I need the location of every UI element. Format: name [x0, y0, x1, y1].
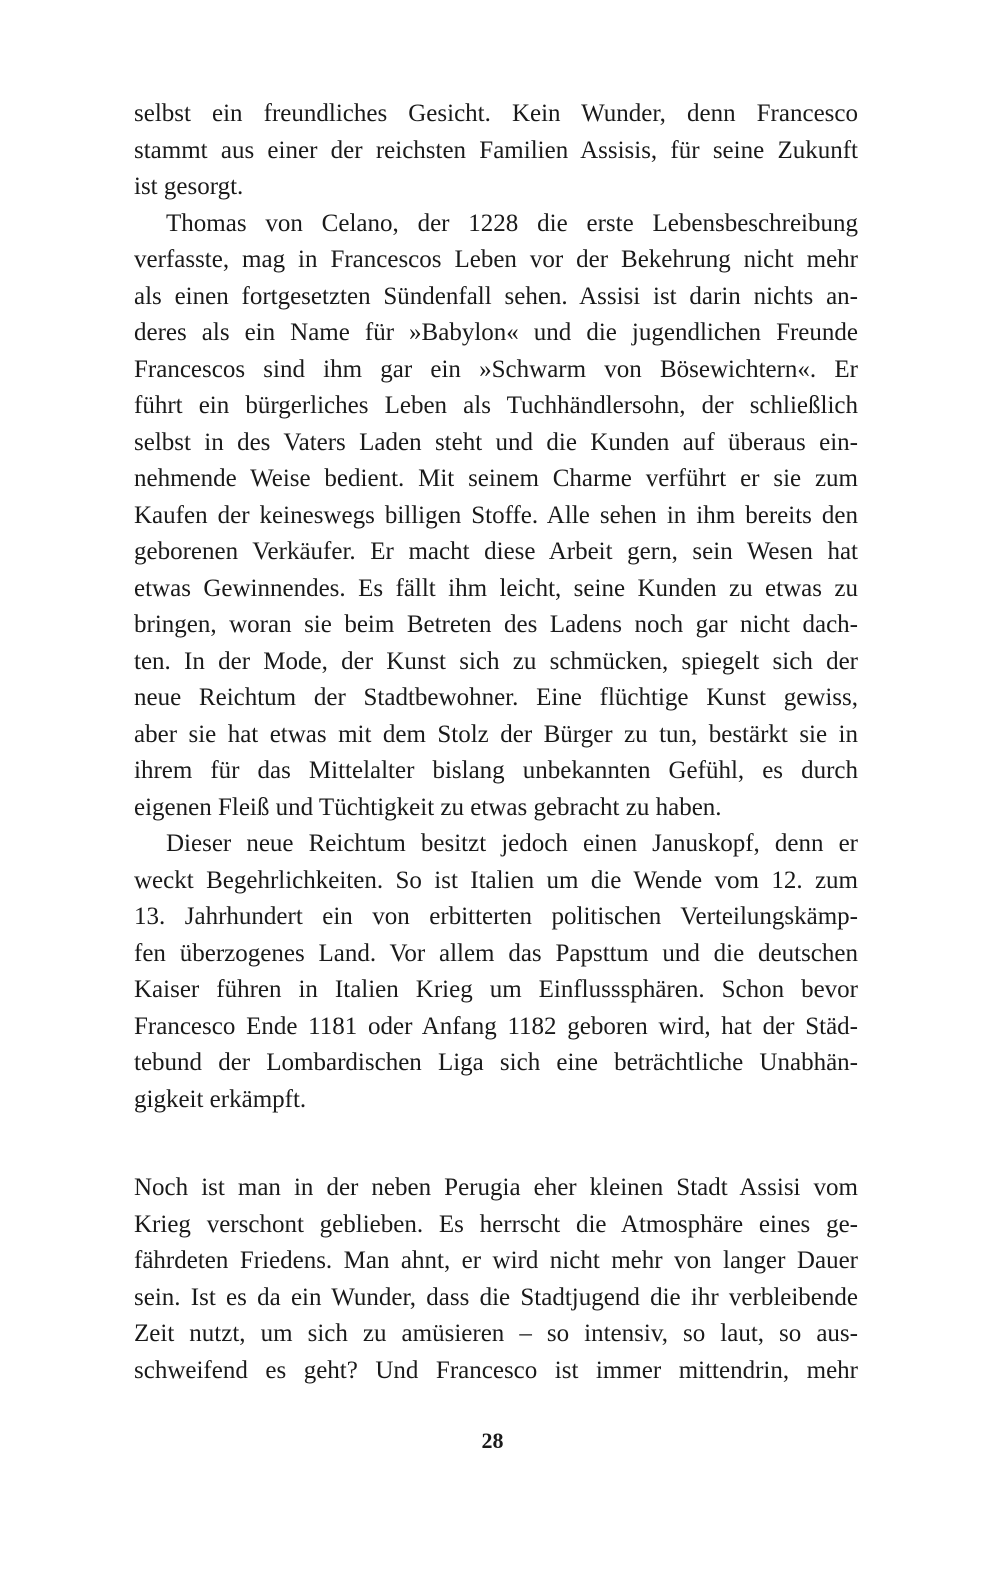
section-2-text [134, 1170, 858, 1389]
text-line: etwas Gewinnendes. Es fällt ihm leicht, seine Kunden zu etwas zu [134, 574, 858, 602]
paragraph-start-line: Thomas von Celano, der 1228 die erste Lebensbeschreibung [166, 209, 858, 237]
text-line: fährdeten Friedens. Man ahnt, er wird nicht mehr von langer Dauer [134, 1247, 858, 1274]
text-line: Francesco Ende 1181 oder Anfang 1182 geboren wird, hat der Städ- [134, 1012, 858, 1040]
text-line: Krieg verschont geblieben. Es herrscht die Atmosphäre eines ge- [134, 1210, 858, 1238]
text-line: schweifend es geht? Und Francesco ist immer mittendrin, mehr [134, 1356, 858, 1384]
text-line: aber sie hat etwas mit dem Stolz der Bürger zu tun, bestärkt sie in [134, 720, 858, 748]
text-line: weckt Begehrlichkeiten. So ist Italien um die Wende vom 12. zum [134, 866, 858, 894]
text-line: fen überzogenes Land. Vor allem das Papsttum und die deutschen [134, 939, 858, 967]
text-line: tebund der Lombardischen Liga sich eine beträchtliche Unabhän- [134, 1049, 858, 1076]
text-line: führt ein bürgerliches Leben als Tuchhändlersohn, der schließlich [134, 392, 858, 419]
text-line: Noch ist man in der neben Perugia eher kleinen Stadt Assisi vom [134, 1174, 858, 1201]
page-number: 28 [481, 1428, 504, 1453]
text-line: verfasste, mag in Francescos Leben vor der Bekehrung nicht mehr [134, 246, 858, 273]
text-line: sein. Ist es da ein Wunder, dass die Stadtjugend die ihr verbleibende [134, 1283, 858, 1311]
text-line: gigkeit erkämpft. [134, 1085, 307, 1113]
text-line: ten. In der Mode, der Kunst sich zu schmücken, spiegelt sich der [134, 647, 858, 675]
text-line: stammt aus einer der reichsten Familien Assisis, für seine Zukunft [134, 136, 858, 164]
text-line: selbst in des Vaters Laden steht und die Kunden auf überaus ein- [134, 428, 858, 456]
text-line: geborenen Verkäufer. Er macht diese Arbeit gern, sein Wesen hat [134, 538, 858, 565]
text-line: eigenen Fleiß und Tüchtigkeit zu etwas gebracht zu haben. [134, 793, 722, 821]
text-line: ihrem für das Mittelalter bislang unbekannten Gefühl, es durch [134, 757, 858, 784]
text-line: nehmende Weise bedient. Mit seinem Charme verführt er sie zum [134, 465, 858, 492]
text-line: 13. Jahrhundert ein von erbitterten politischen Verteilungskämp- [134, 903, 858, 930]
text-line: selbst ein freundliches Gesicht. Kein Wunder, denn Francesco [134, 100, 858, 127]
paragraph-start-line: Dieser neue Reichtum besitzt jedoch einen Januskopf, denn er [166, 830, 858, 857]
text-line: Kaufen der keineswegs billigen Stoffe. Alle sehen in ihm bereits den [134, 501, 858, 529]
text-line: bringen, woran sie beim Betreten des Ladens noch gar nicht dach- [134, 611, 858, 638]
text-line: deres als ein Name für »Babylon« und die jugendlichen Freunde [134, 319, 858, 346]
text-line: neue Reichtum der Stadtbewohner. Eine flüchtige Kunst gewiss, [134, 684, 858, 711]
text-line: ist gesorgt. [134, 173, 244, 200]
text-line: Kaiser führen in Italien Krieg um Einflusssphären. Schon bevor [134, 976, 858, 1003]
section-1-text [134, 96, 858, 1118]
text-line: als einen fortgesetzten Sündenfall sehen. Assisi ist darin nichts an- [134, 282, 858, 310]
text-line: Zeit nutzt, um sich zu amüsieren – so intensiv, so laut, so aus- [134, 1320, 858, 1347]
text-line: Francescos sind ihm gar ein »Schwarm von Bösewichtern«. Er [134, 355, 858, 383]
